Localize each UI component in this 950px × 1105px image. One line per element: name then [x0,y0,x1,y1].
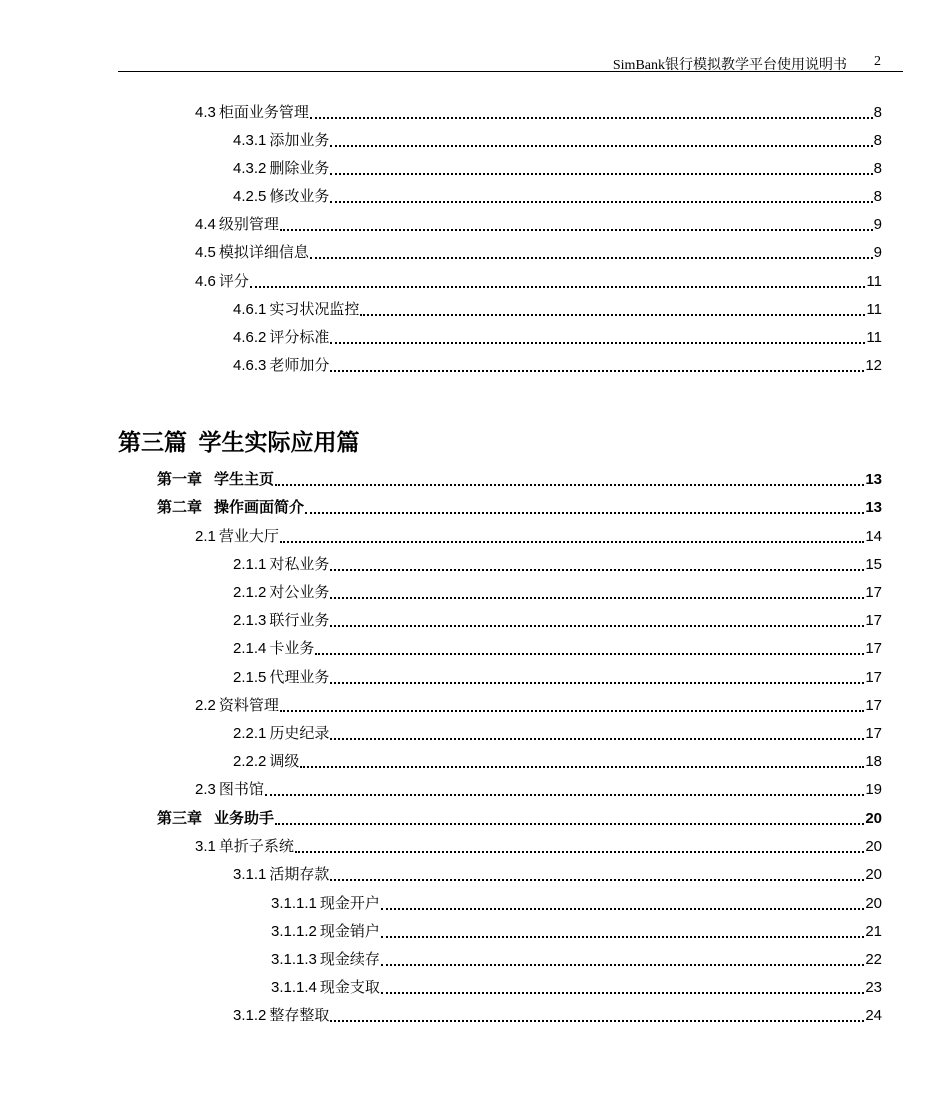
toc-entry-number: 2.1.1 [233,556,267,573]
toc-entry-title: 操作画面简介 [214,500,305,516]
toc-entry-page: 11 [866,329,882,346]
toc-entry-page: 8 [873,132,882,149]
toc-entry-title: 资料管理 [218,698,279,714]
toc-entry-title: 活期存款 [269,867,330,883]
toc-entry-page: 9 [873,216,882,233]
toc-entry-number: 第三章 [157,811,203,827]
toc-entry-title: 实习状况监控 [269,302,360,318]
dot-leader [330,672,864,684]
toc-entry-number: 3.1.1.3 [271,951,317,968]
page-header [118,52,903,72]
toc-entry-page: 19 [865,781,882,798]
toc-entry-title: 历史纪录 [269,726,330,742]
toc-entry-number: 4.3.2 [233,160,267,177]
toc-entry[interactable] [233,637,882,659]
dot-leader [330,163,872,175]
toc-entry-page: 20 [865,866,882,883]
toc-entry-page: 22 [865,951,882,968]
dot-leader [280,219,873,231]
toc-entry-number: 4.2.5 [233,188,267,205]
toc-entry-page: 17 [865,640,882,657]
toc-entry-number: 第一章 [157,472,203,488]
toc-entry-title: 修改业务 [269,189,330,205]
toc-entry[interactable] [271,892,882,914]
toc-entry[interactable] [233,326,882,348]
dot-leader [305,502,864,514]
toc-entry[interactable] [195,213,882,235]
toc-entry[interactable] [233,185,882,207]
toc-entry-number: 2.1 [195,528,216,545]
toc-entry-number: 3.1 [195,838,216,855]
toc-entry-title: 单折子系统 [218,839,294,855]
toc-entry[interactable] [233,863,882,885]
part-heading: 第三篇 学生实际应用篇 [118,430,360,455]
dot-leader [330,332,865,344]
dot-leader [330,135,872,147]
dot-leader [295,841,864,853]
dot-leader [381,954,864,966]
toc-entry[interactable] [233,1004,882,1026]
dot-leader [381,982,864,994]
toc-entry[interactable] [271,920,882,942]
toc-entry[interactable] [233,298,882,320]
toc-entry-title: 现金销户 [319,924,380,940]
toc-entry-title: 删除业务 [269,161,330,177]
toc-entry-page: 11 [866,301,882,318]
toc-entry[interactable] [233,750,882,772]
toc-entry-number: 3.1.1.2 [271,923,317,940]
toc-entry-number: 4.4 [195,216,216,233]
toc-entry-title: 整存整取 [269,1008,330,1024]
toc-entry-title: 卡业务 [269,641,315,657]
dot-leader [330,360,864,372]
toc-entry-page: 23 [865,979,882,996]
dot-leader [310,107,873,119]
dot-leader [300,756,864,768]
toc-entry-number: 4.6 [195,273,216,290]
toc-entry-number: 2.2.2 [233,753,267,770]
toc-entry-number: 3.1.1.4 [271,979,317,996]
toc-entry-number: 3.1.1 [233,866,267,883]
toc-entry-title: 调级 [269,754,300,770]
toc-entry-page: 14 [865,528,882,545]
toc-entry-title: 图书馆 [218,782,264,798]
dot-leader [280,531,864,543]
toc-entry-title: 学生主页 [214,472,275,488]
toc-entry-title: 对公业务 [269,585,330,601]
toc-entry-title: 评分 [218,274,249,290]
dot-leader [330,559,864,571]
toc-entry[interactable] [195,241,882,263]
toc-entry-title: 评分标准 [269,330,330,346]
toc-entry-page: 17 [865,725,882,742]
toc-entry-page: 20 [865,895,882,912]
toc-entry-number: 2.2 [195,697,216,714]
toc-entry-page: 15 [865,556,882,573]
toc-entry-title: 老师加分 [269,358,330,374]
toc-entry[interactable] [195,270,882,292]
toc-entry[interactable] [195,778,882,800]
toc-entry-page: 20 [865,838,882,855]
toc-chapter-entry[interactable] [157,496,882,518]
header-title: SimBank银行模拟教学平台使用说明书 [612,58,847,73]
dot-leader [330,1010,864,1022]
toc-entry-page: 8 [873,160,882,177]
toc-entry-number: 4.5 [195,244,216,261]
dot-leader [360,304,865,316]
toc-entry-page: 17 [865,697,882,714]
toc-entry-number: 4.3 [195,104,216,121]
toc-entry-number: 2.2.1 [233,725,267,742]
dot-leader [250,276,866,288]
toc-entry-title: 添加业务 [269,133,330,149]
toc-entry[interactable] [233,157,882,179]
toc-entry-page: 20 [865,810,882,827]
toc-entry-page: 12 [865,357,882,374]
toc-entry-number: 2.1.2 [233,584,267,601]
toc-entry-title: 对私业务 [269,557,330,573]
toc-entry-number: 第二章 [157,500,203,516]
toc-entry-page: 17 [865,584,882,601]
toc-entry[interactable] [195,694,882,716]
dot-leader [275,474,864,486]
toc-entry-number: 3.1.1.1 [271,895,317,912]
dot-leader [275,813,864,825]
toc-entry-number: 2.3 [195,781,216,798]
toc-entry-page: 9 [873,244,882,261]
toc-entry-page: 18 [865,753,882,770]
toc-entry-number: 4.6.1 [233,301,267,318]
toc-entry-title: 联行业务 [269,613,330,629]
dot-leader [381,898,864,910]
toc-entry-title: 代理业务 [269,670,330,686]
toc-entry-page: 8 [873,104,882,121]
dot-leader [330,869,864,881]
toc-entry-page: 17 [865,612,882,629]
toc-entry-title: 现金开户 [319,896,380,912]
toc-entry[interactable] [271,976,882,998]
toc-entry[interactable] [233,581,882,603]
toc-entry[interactable] [195,835,882,857]
toc-entry-title: 模拟详细信息 [218,245,309,261]
toc-entry[interactable] [271,948,882,970]
toc-chapter-entry[interactable] [157,807,882,829]
toc-entry-title: 营业大厅 [218,529,279,545]
toc-entry-page: 21 [865,923,882,940]
toc-entry-number: 4.6.2 [233,329,267,346]
dot-leader [330,587,864,599]
toc-entry[interactable] [233,666,882,688]
toc-entry-title: 柜面业务管理 [218,105,309,121]
dot-leader [330,191,872,203]
toc-entry[interactable] [233,553,882,575]
toc-entry-page: 13 [865,471,882,488]
toc-entry-page: 24 [865,1007,882,1024]
dot-leader [280,700,864,712]
dot-leader [330,728,864,740]
toc-entry[interactable] [195,101,882,123]
toc-chapter-entry[interactable] [157,468,882,490]
toc-entry-page: 11 [866,273,882,290]
toc-entry-number: 2.1.3 [233,612,267,629]
toc-entry[interactable] [233,354,882,376]
dot-leader [265,784,864,796]
toc-entry-number: 4.3.1 [233,132,267,149]
toc-entry-title: 现金续存 [319,952,380,968]
toc-entry[interactable] [195,525,882,547]
toc-entry-number: 2.1.4 [233,640,267,657]
toc-entry-page: 8 [873,188,882,205]
toc-entry[interactable] [233,609,882,631]
toc-entry-number: 4.6.3 [233,357,267,374]
dot-leader [330,615,864,627]
toc-entry-page: 13 [865,499,882,516]
toc-entry-title: 业务助手 [214,811,275,827]
dot-leader [381,926,864,938]
toc-entry-title: 级别管理 [218,217,279,233]
toc-entry[interactable] [233,129,882,151]
toc-entry-number: 2.1.5 [233,669,267,686]
toc-entry-title: 现金支取 [319,980,380,996]
dot-leader [310,247,873,259]
toc-entry[interactable] [233,722,882,744]
dot-leader [315,643,864,655]
header-page-number: 2 [874,54,881,69]
toc-entry-page: 17 [865,669,882,686]
toc-entry-number: 3.1.2 [233,1007,267,1024]
